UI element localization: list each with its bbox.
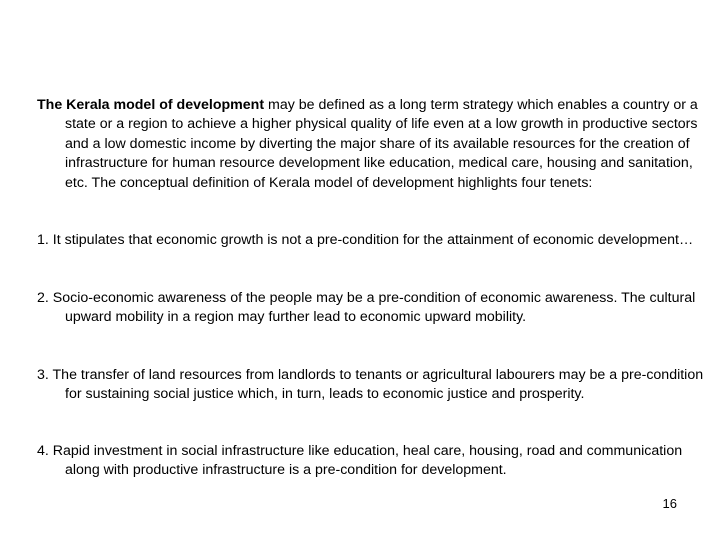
tenet-4: 4. Rapid investment in social infrastructure like education, heal care, housing, road and communication along with productive infrastructure is a pre-condition for development. — [37, 443, 683, 479]
tenet-1: 1. It stipulates that economic growth is not a pre-condition for the attainment of economic development… — [37, 232, 694, 248]
page-number: 16 — [662, 496, 677, 511]
intro-text: may be defined as a long term strategy which enables a country or a state or a region to achieve a higher physical quality of life even at a low growth in productive sectors and a low domestic income by diverting the major share of its available resources for the creation of infrastructure for human resource development like education, medical care, housing and sanitation, etc. The conceptual definition of Kerala model of development highlights four tenets: — [65, 97, 698, 191]
tenet-2: 2. Socio-economic awareness of the people may be a pre-condition of economic awareness. The cultural upward mobility in a region may further lead to economic upward mobility. — [37, 290, 696, 326]
intro-paragraph — [37, 96, 715, 193]
tenet-3: 3. The transfer of land resources from landlords to tenants or agricultural labourers may be a pre-condition for sustaining social justice which, in turn, leads to economic justice and prosperity. — [37, 367, 704, 403]
intro-lead-term: The Kerala model of development — [37, 97, 265, 113]
